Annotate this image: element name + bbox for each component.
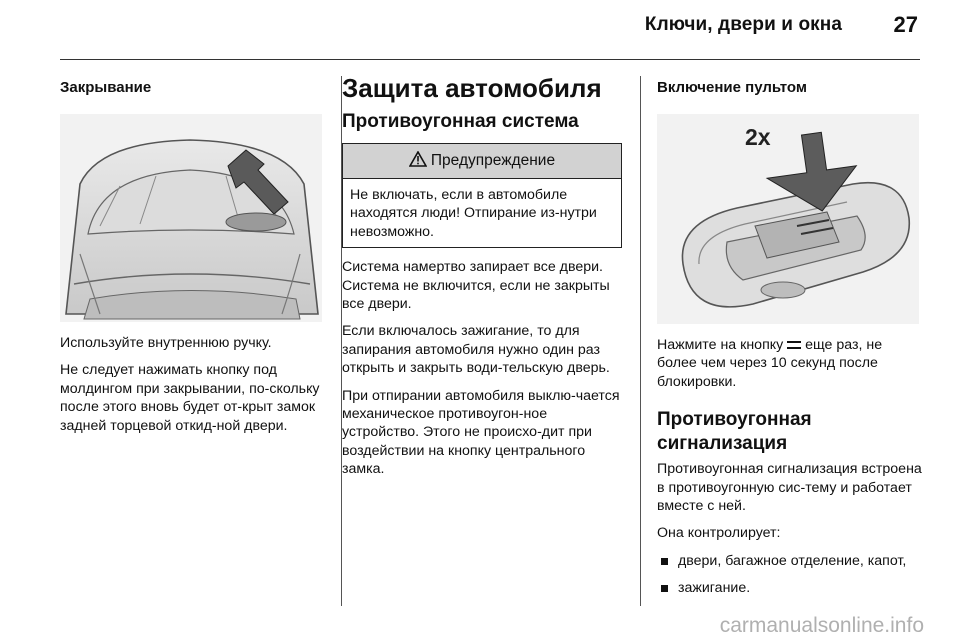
section-heading-remote-activation: Включение пультом [657, 79, 807, 96]
list-item [657, 579, 923, 597]
warning-text: Не включать, если в автомобиле находятся люди! Отпирание из-нутри невозможно. [350, 187, 597, 240]
warning-triangle-icon [409, 151, 427, 172]
subheading-line: Противоугонная [657, 409, 812, 431]
left-column [60, 72, 332, 444]
lock-button-icon [787, 341, 801, 349]
middle-column [342, 72, 626, 488]
warning-header [343, 144, 621, 179]
paragraph: Не следует нажимать кнопку под молдингом при закрывании, по-скольку после этого вновь будет от-крыт замок задней торцевой откид-ной двери. [60, 362, 320, 434]
tailgate-illustration [60, 114, 322, 322]
paragraph: Используйте внутреннюю ручку. [60, 335, 272, 351]
watermark: carmanualsonline.info [719, 614, 924, 637]
bullet-square-icon [661, 585, 668, 592]
paragraph-press-button [657, 336, 923, 391]
paragraph: При отпирании автомобиля выклю-чается механическое противоугон-ное устройство. Этого не происхо-дит при воздействии на кнопку центрального замка. [342, 387, 620, 478]
paragraph: Она контролирует: [657, 525, 781, 542]
warning-title: Предупреждение [430, 152, 556, 169]
subheading-anti-theft-alarm [657, 408, 923, 456]
page-number: 27 [893, 12, 918, 37]
header-rule [60, 59, 920, 60]
paragraph: Система намертво запирает все двери. Система не включится, если не закрыты все двери. [342, 259, 610, 313]
remote-key-illustration [657, 114, 919, 324]
list-item [657, 552, 923, 570]
list-item-text: двери, багажное отделение, капот, [678, 552, 907, 569]
section-heading-closing: Закрывание [60, 79, 152, 96]
list-item-text: зажигание. [678, 580, 751, 597]
paragraph: Противоугонная сигнализация встроена в противоугонную сис-тему и работает вместе с ней. [657, 461, 922, 515]
section-heading-vehicle-protection: Защита автомобиля [342, 73, 602, 103]
column-divider [640, 76, 641, 606]
paragraph: Если включалось зажигание, то для запирания автомобиля нужно один раз открыть и закрыть води-тельскую дверь. [342, 323, 610, 377]
paragraph-text-before: Нажмите на кнопку [657, 337, 788, 353]
paragraph-text-after: еще раз, не более чем через 10 секунд после блокировки. [657, 337, 883, 390]
warning-box [342, 143, 622, 248]
right-column [657, 72, 923, 607]
bullet-square-icon [661, 558, 668, 565]
subheading-line: сигнализация [657, 433, 788, 455]
header-title: Ключи, двери и окна [644, 14, 842, 35]
subheading-anti-theft-system: Противоугонная система [342, 111, 579, 132]
press-twice-label: 2x [745, 124, 771, 150]
